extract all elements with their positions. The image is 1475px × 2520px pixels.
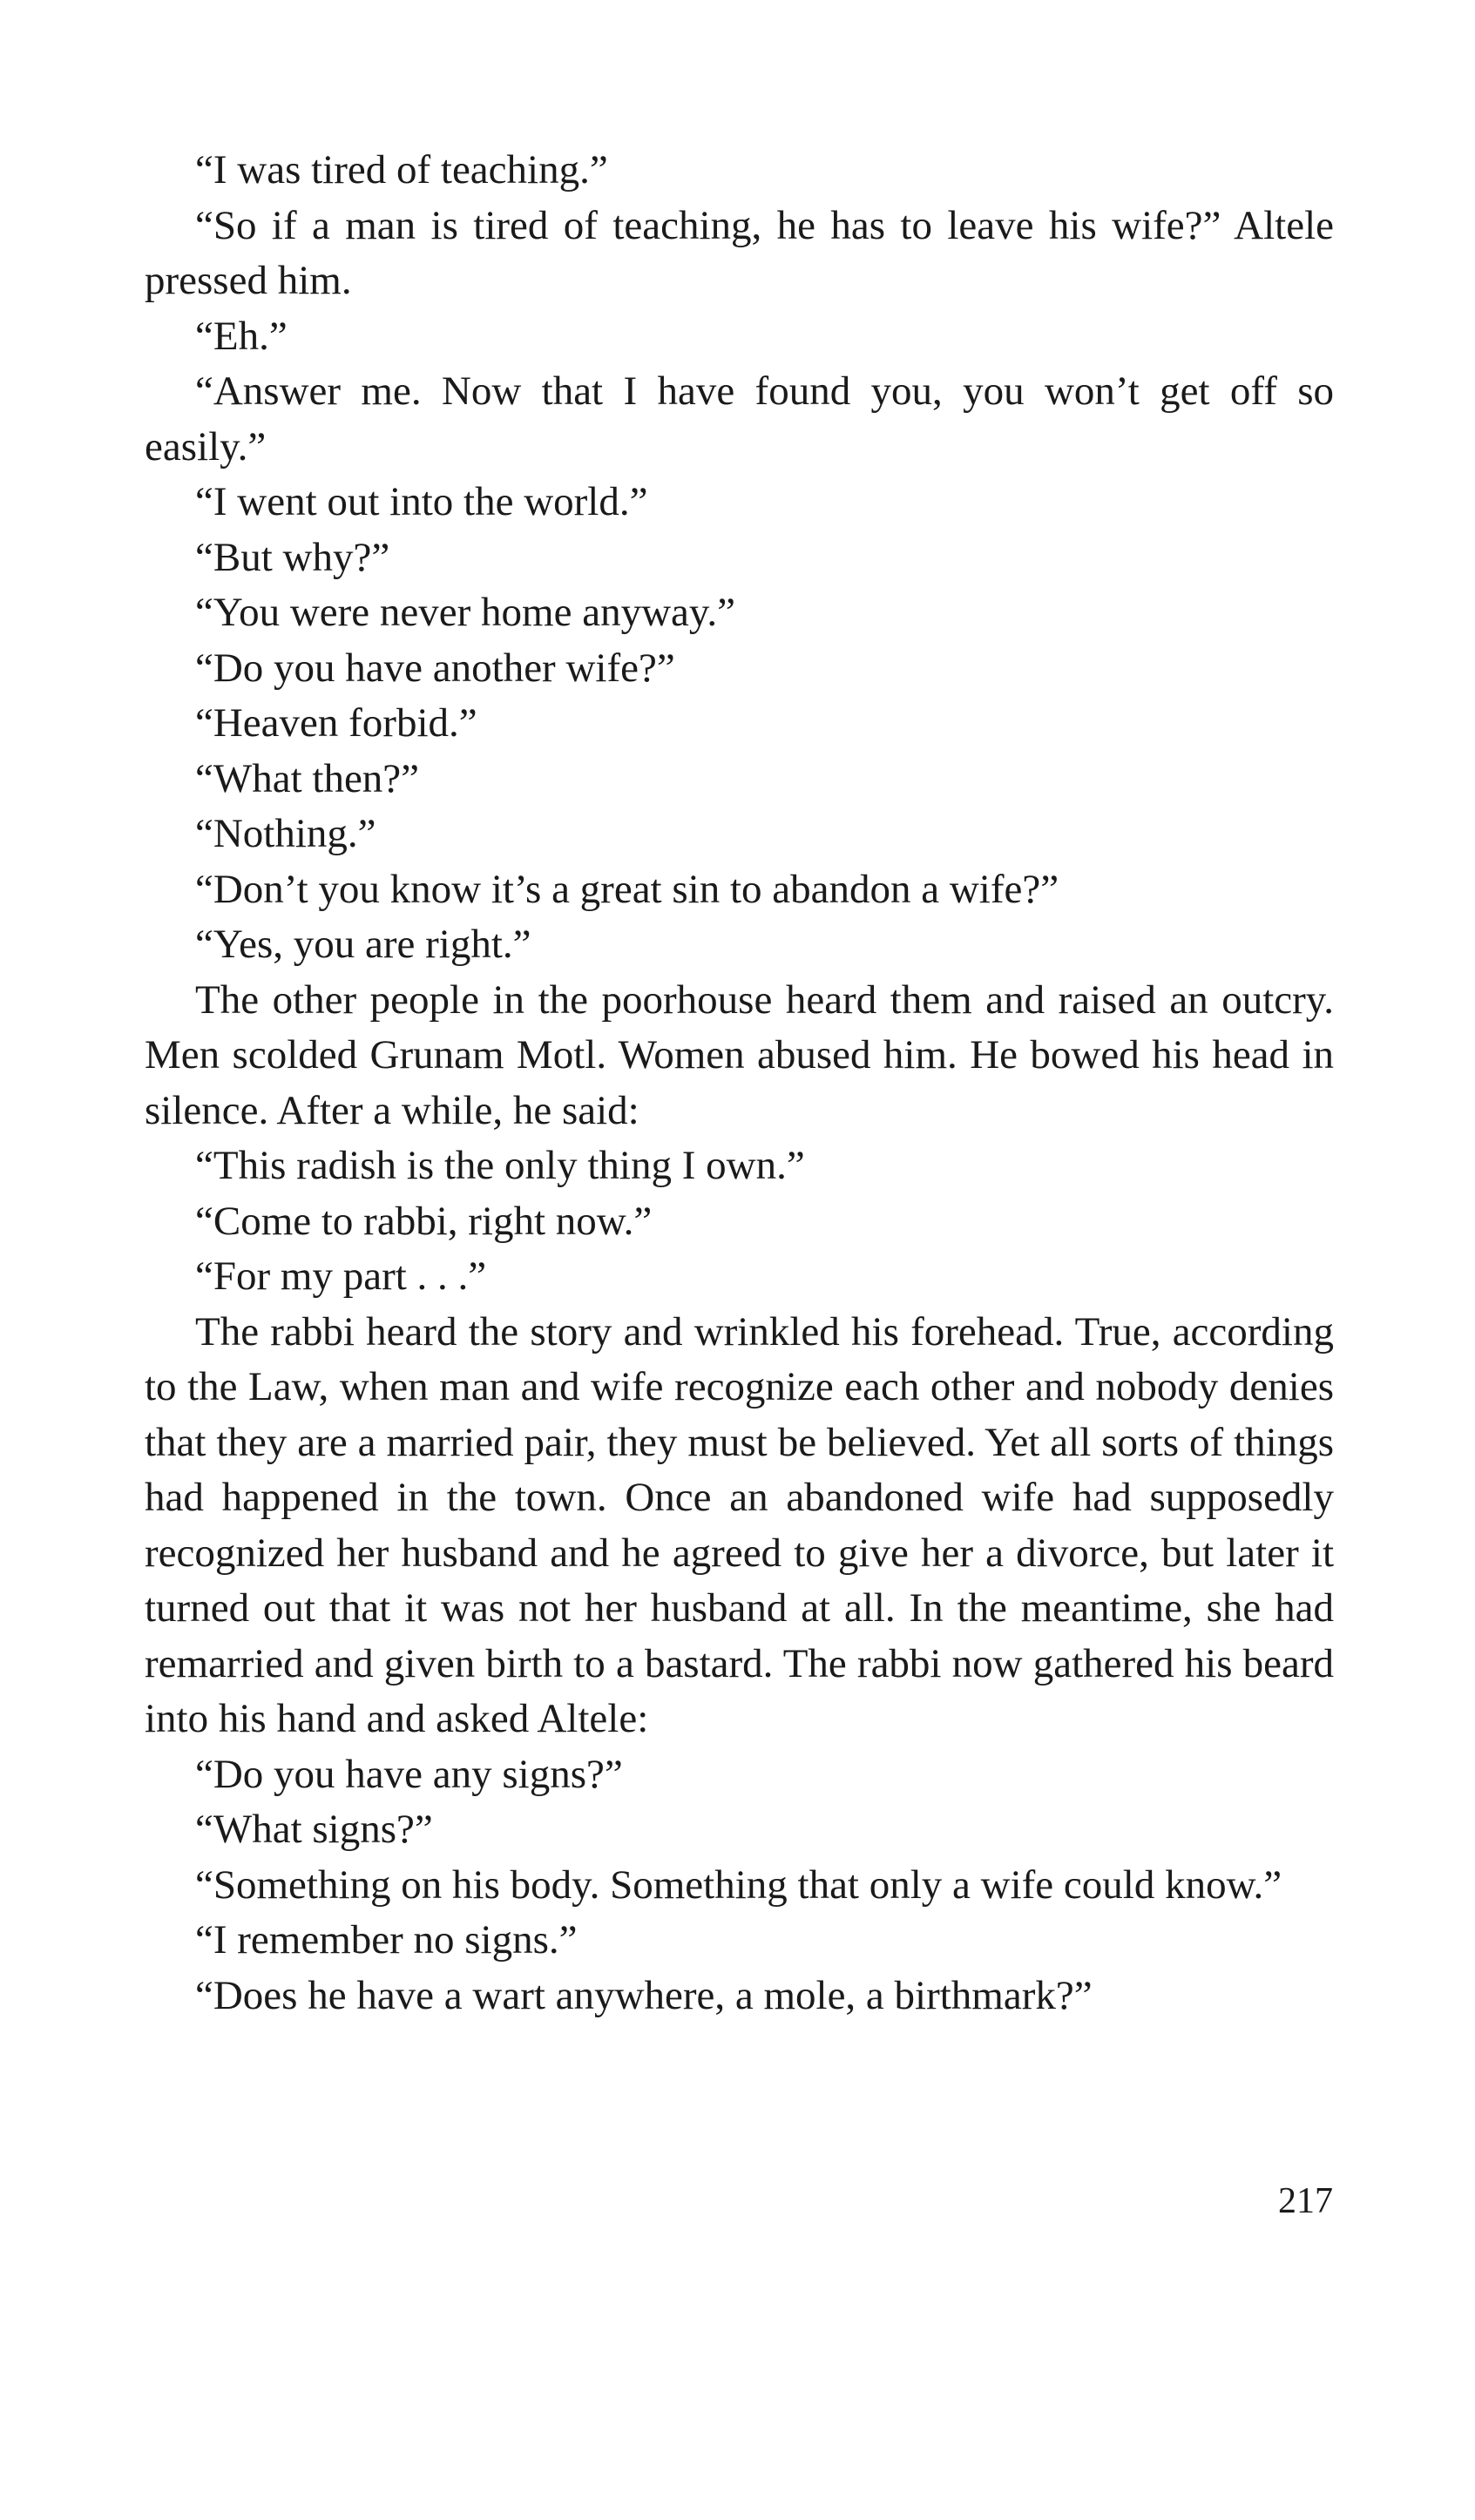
paragraph: “Nothing.” (195, 811, 376, 856)
paragraph: The other people in the poorhouse heard them and raised an outcry. Men scolded Grunam Motl. Women abused him. He bowed his head in silence. After a while, he said: (145, 976, 1334, 1133)
paragraph: “Do you have another wife?” (195, 645, 675, 691)
paragraph: “But why?” (195, 534, 390, 580)
paragraph: “What signs?” (195, 1807, 433, 1852)
paragraph: “For my part . . .” (195, 1253, 487, 1299)
paragraph: The rabbi heard the story and wrinkled his forehead. True, according to the Law, when man and wife recognize each other and nobody denies that they are a married pair, they must be believed. Yet all sorts of things had happened in the town. Once an abandoned wife had supposedly recognized her husband and he agreed to give her a divorce, but later it turned out that it was not her husband at all. In the meantime, she had remarried and given birth to a bastard. The rabbi now gathered his beard into his hand and asked Altele: (145, 1308, 1334, 1741)
page-number: 217 (1278, 2181, 1333, 2221)
paragraph: “I went out into the world.” (195, 479, 648, 524)
paragraph: “Do you have any signs?” (195, 1751, 623, 1797)
paragraph: “This radish is the only thing I own.” (195, 1143, 805, 1188)
paragraph: “Eh.” (195, 313, 288, 359)
paragraph: “Don’t you know it’s a great sin to abandon a wife?” (195, 866, 1059, 912)
paragraph: “Come to rabbi, right now.” (195, 1198, 653, 1244)
paragraph: “You were never home anyway.” (195, 590, 735, 635)
paragraph: “Something on his body. Something that only a wife could know.” (195, 1861, 1282, 1908)
paragraph: “Does he have a wart anywhere, a mole, a birthmark?” (195, 1972, 1093, 2018)
paragraph: “So if a man is tired of teaching, he has to leave his wife?” Altele pressed him. (145, 202, 1334, 303)
paragraph: “What then?” (195, 755, 420, 801)
body-text (145, 143, 1334, 2023)
paragraph: “Heaven forbid.” (195, 700, 477, 746)
paragraph: “Yes, you are right.” (195, 922, 531, 967)
paragraph: “I remember no signs.” (195, 1917, 578, 1963)
paragraph: “I was tired of teaching.” (195, 147, 608, 193)
paragraph: “Answer me. Now that I have found you, you won’t get off so easily.” (145, 368, 1334, 470)
